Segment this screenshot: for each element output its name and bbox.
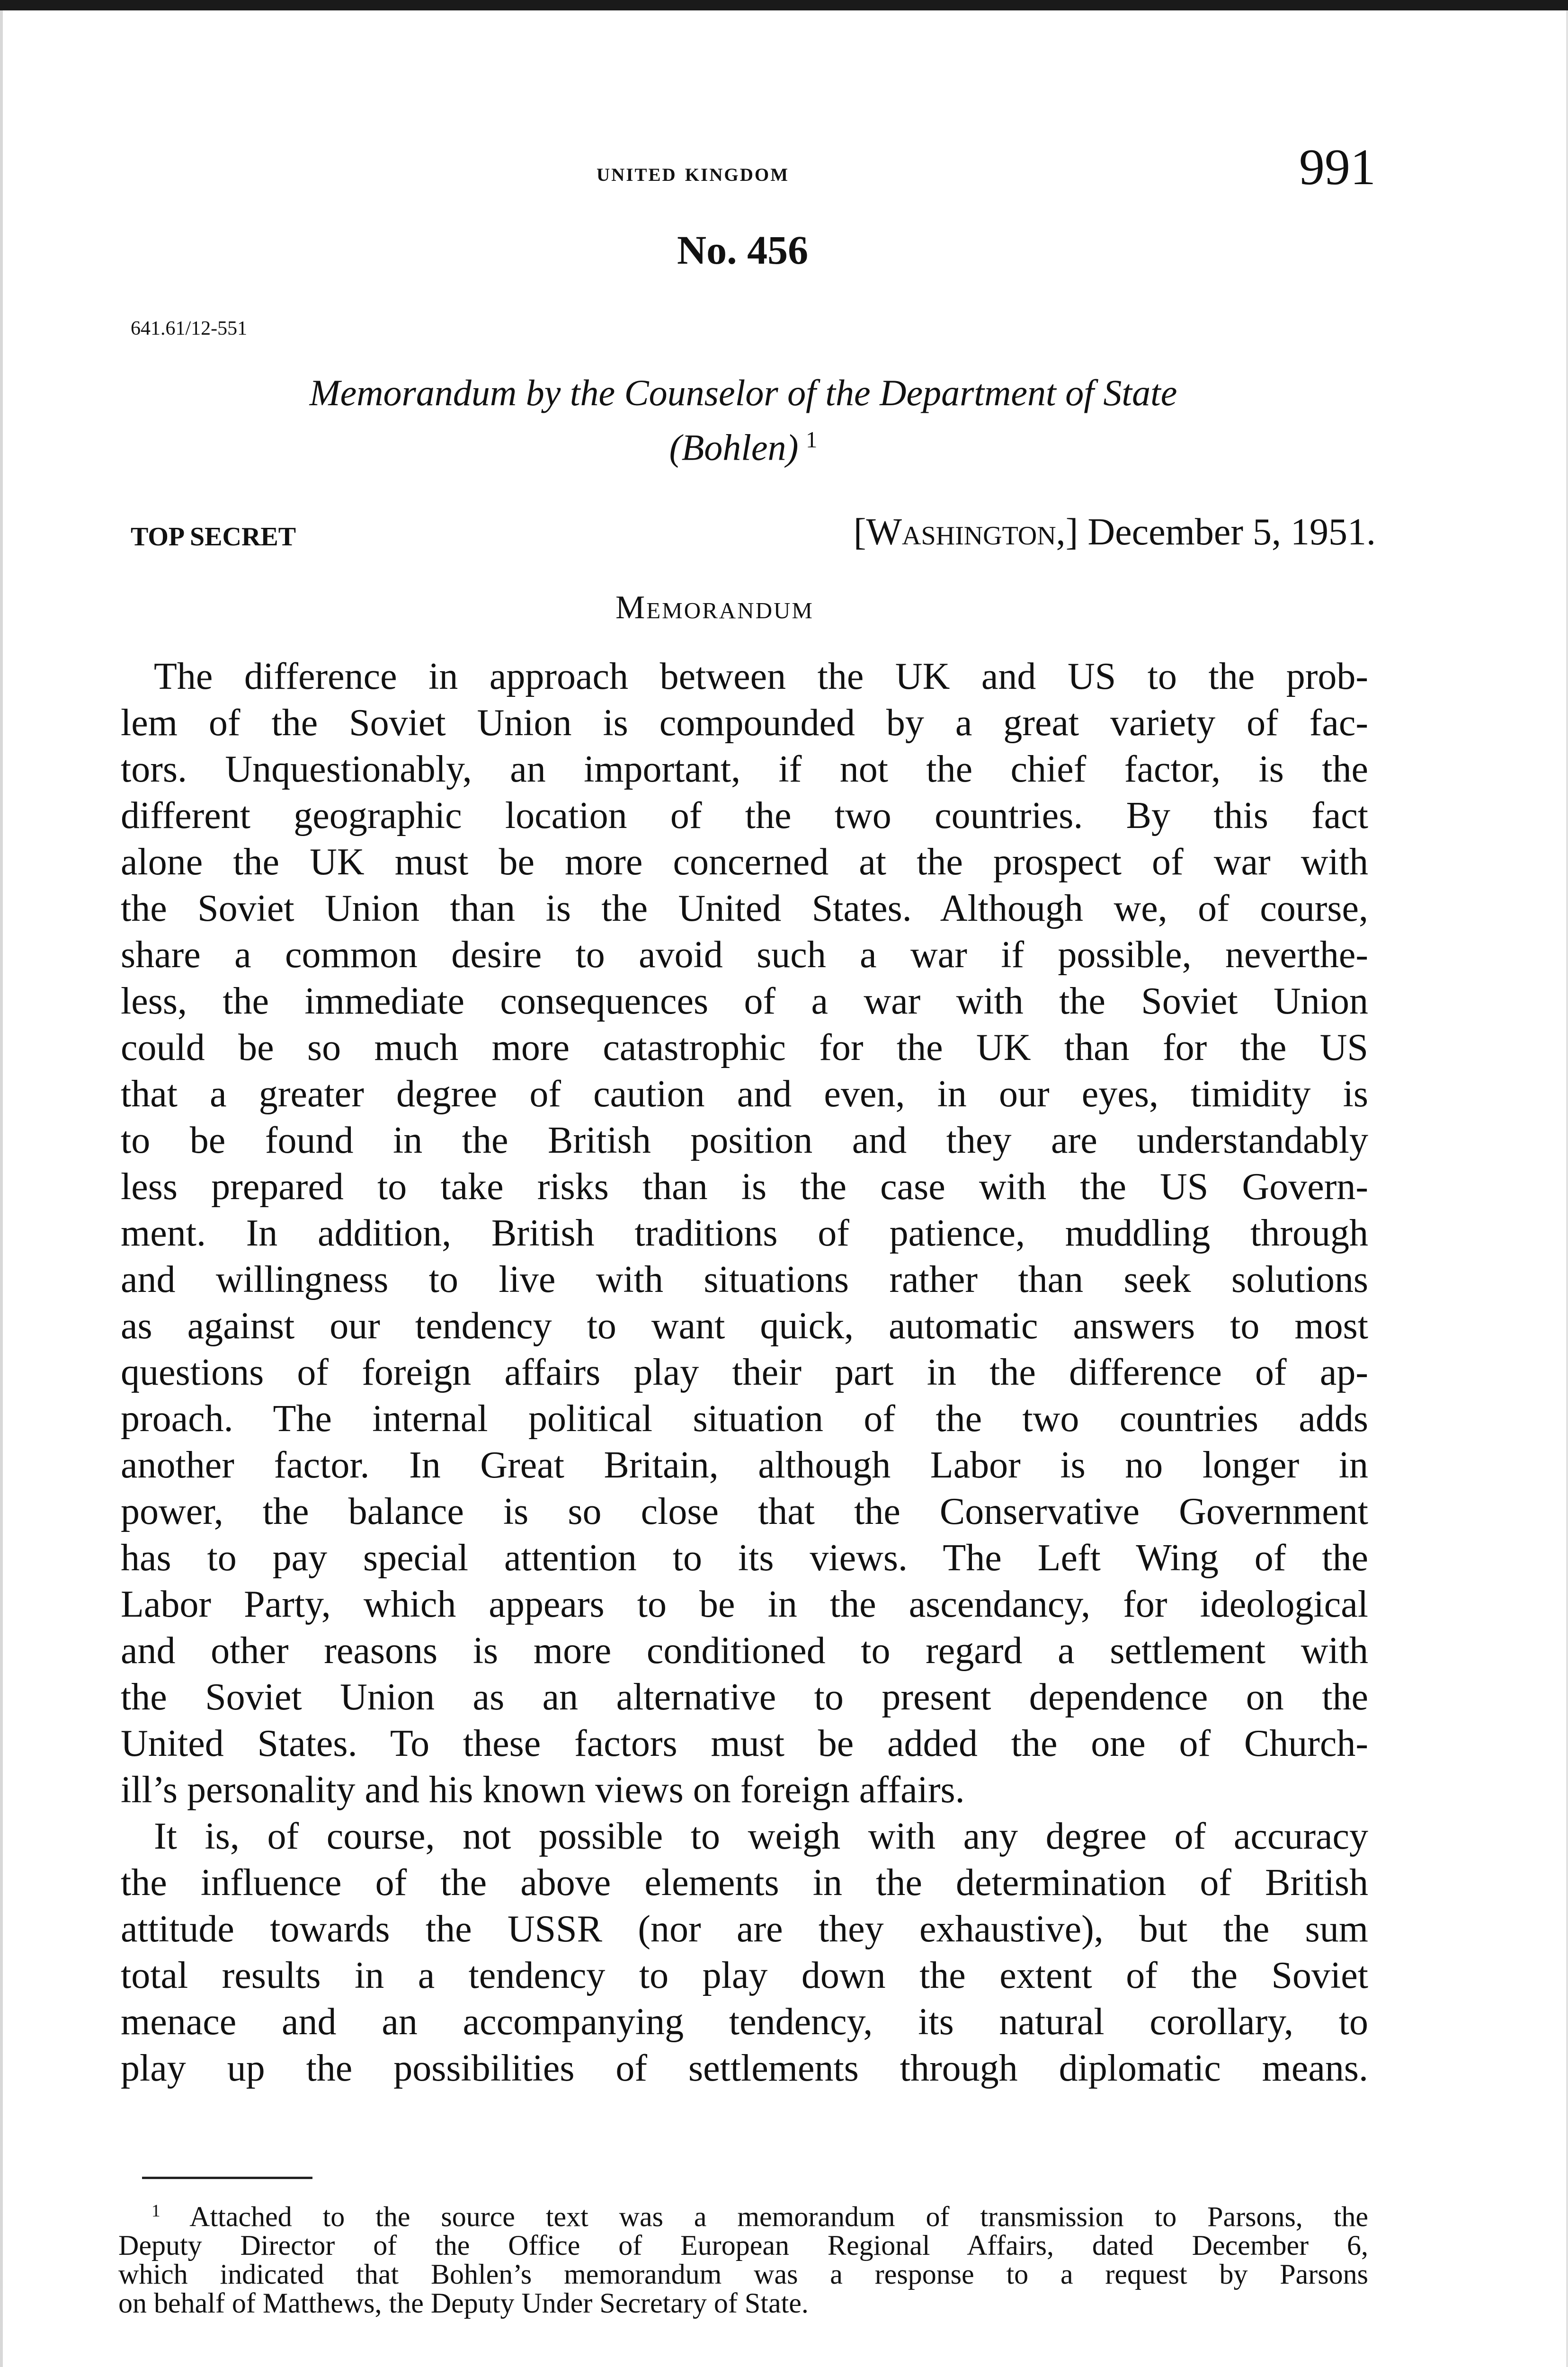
text-line: United States. To these factors must be added the one of Church- — [121, 1723, 1368, 1764]
page-left-edge — [0, 10, 3, 2367]
text-line: tors. Unquestionably, an important, if not the chief factor, is the — [121, 748, 1368, 790]
footnote — [118, 2197, 1368, 2318]
text-line: and other reasons is more conditioned to regard a settlement with — [121, 1630, 1368, 1672]
document-title — [180, 369, 1307, 472]
page-number: 991 — [1299, 139, 1376, 196]
text-line: It is, of course, not possible to weigh with any degree of accuracy — [154, 1815, 1368, 1857]
file-number: 641.61/12-551 — [131, 318, 248, 339]
document-number: No. 456 — [677, 227, 809, 273]
text-line: the influence of the above elements in the determination of British — [121, 1862, 1368, 1904]
document-title-line-1: Memorandum by the Counselor of the Department of State — [309, 372, 1177, 413]
memorandum-heading: Memorandum — [615, 589, 814, 626]
footnote-reference: 1 — [806, 427, 818, 453]
text-line: and willingness to live with situations rather than seek solutions — [121, 1259, 1368, 1300]
text-line: The difference in approach between the UK and US to the prob- — [154, 656, 1368, 697]
text-line: that a greater degree of caution and even, in our eyes, timidity is — [121, 1073, 1368, 1115]
footnote-text: Attached to the source text was a memorandum of transmission to Parsons, the — [189, 2201, 1368, 2233]
text-line: lem of the Soviet Union is compounded by a great variety of fac- — [121, 702, 1368, 744]
dateline: [Washington,] December 5, 1951. — [853, 511, 1376, 553]
text-line: menace and an accompanying tendency, its natural corollary, to — [121, 2001, 1368, 2043]
text-line: the Soviet Union as an alternative to present dependence on the — [121, 1676, 1368, 1718]
text-line: ill’s personality and his known views on foreign affairs. — [121, 1769, 965, 1811]
footnote-line: Deputy Director of the Office of European Regional Affairs, dated December 6, — [118, 2230, 1368, 2261]
document-title-line-2 — [180, 417, 1307, 472]
text-line: questions of foreign affairs play their part in the difference of ap- — [121, 1352, 1368, 1393]
dateline-date: December 5, 1951. — [1087, 511, 1376, 553]
dateline-place: Washington, — [866, 511, 1066, 553]
footnote-line: on behalf of Matthews, the Deputy Under Secretary of State. — [118, 2287, 809, 2319]
classification-label: TOP SECRET — [131, 522, 296, 552]
text-line: as against our tendency to want quick, automatic answers to most — [121, 1305, 1368, 1347]
text-line: could be so much more catastrophic for the UK than for the US — [121, 1027, 1368, 1068]
text-line: less prepared to take risks than is the case with the US Govern- — [121, 1166, 1368, 1208]
running-head: united kingdom — [597, 158, 790, 187]
text-line: another factor. In Great Britain, although Labor is no longer in — [121, 1444, 1368, 1486]
text-line: power, the balance is so close that the Conservative Government — [121, 1491, 1368, 1532]
footnote-marker: 1 — [151, 2201, 160, 2221]
page-top-border — [0, 0, 1568, 10]
footnote-line — [118, 2197, 1368, 2231]
text-line: play up the possibilities of settlements through diplomatic means. — [121, 2047, 1368, 2089]
text-line: share a common desire to avoid such a war if possible, neverthe- — [121, 934, 1368, 976]
text-line: less, the immediate consequences of a war with the Soviet Union — [121, 980, 1368, 1022]
footnote-divider — [142, 2177, 312, 2179]
paragraph-1 — [121, 653, 1368, 1813]
text-line: Labor Party, which appears to be in the ascendancy, for ideological — [121, 1584, 1368, 1625]
footnote-line: which indicated that Bohlen’s memorandum was a response to a request by Parsons — [118, 2259, 1368, 2290]
text-line: proach. The internal political situation of the two countries adds — [121, 1398, 1368, 1440]
text-line: attitude towards the USSR (nor are they exhaustive), but the sum — [121, 1908, 1368, 1950]
page-right-edge — [1566, 10, 1568, 2367]
text-line: alone the UK must be more concerned at the prospect of war with — [121, 841, 1368, 883]
memorandum-body — [121, 653, 1368, 2091]
text-line: total results in a tendency to play down the extent of the Soviet — [121, 1955, 1368, 1996]
text-line: has to pay special attention to its views. The Left Wing of the — [121, 1537, 1368, 1579]
text-line: to be found in the British position and they are understandably — [121, 1120, 1368, 1161]
text-line: the Soviet Union than is the United States. Although we, of course, — [121, 888, 1368, 929]
paragraph-2 — [121, 1813, 1368, 2091]
document-title-author: (Bohlen) — [669, 427, 799, 468]
text-line: ment. In addition, British traditions of patience, muddling through — [121, 1212, 1368, 1254]
text-line: different geographic location of the two countries. By this fact — [121, 795, 1368, 836]
